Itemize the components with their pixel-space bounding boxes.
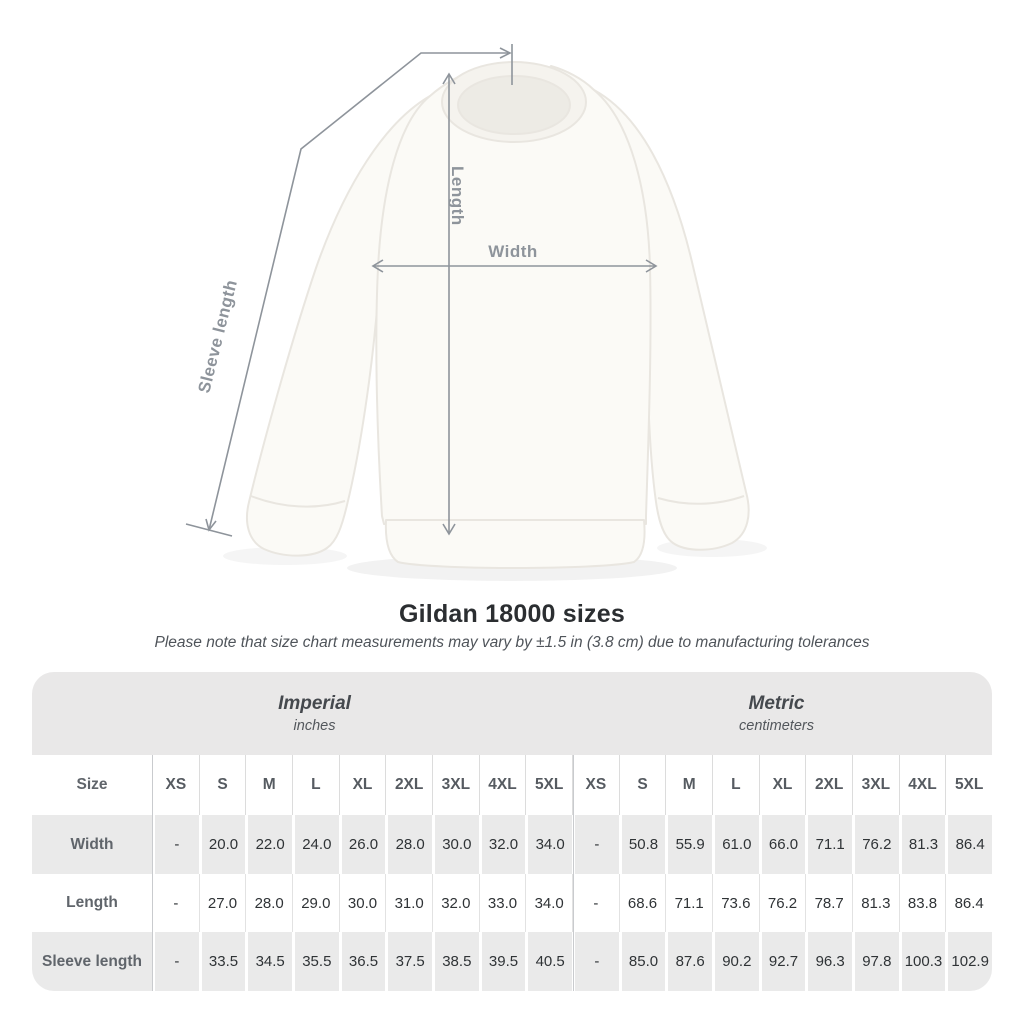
value-cell: 35.5 (292, 932, 339, 991)
row-label: Sleeve length (42, 952, 142, 970)
value-cell: 90.2 (712, 932, 759, 991)
imperial-unit-header (32, 672, 573, 755)
value-cell: 30.0 (432, 815, 479, 874)
value-cell: 97.8 (852, 932, 899, 991)
value-cell: 73.6 (712, 874, 759, 932)
size-header-imperial-l: L (292, 755, 339, 815)
size-header-imperial-2xl: 2XL (385, 755, 432, 815)
value-cell: 71.1 (665, 874, 712, 932)
imperial-label: Imperial (278, 693, 351, 714)
hem-band (386, 520, 645, 568)
sleeve-length-label: Sleeve length (194, 277, 241, 395)
value-cell: 28.0 (385, 815, 432, 874)
value-cell: 29.0 (292, 874, 339, 932)
size-column-divider (152, 755, 153, 991)
value-cell: 71.1 (805, 815, 852, 874)
value-cell: 66.0 (759, 815, 806, 874)
row-label: Length (66, 894, 118, 911)
size-header-metric-4xl: 4XL (899, 755, 946, 815)
size-header-metric-2xl: 2XL (805, 755, 852, 815)
size-header-imperial-4xl: 4XL (479, 755, 526, 815)
value-cell: 68.6 (619, 874, 666, 932)
size-header-imperial-s: S (199, 755, 246, 815)
value-cell: 39.5 (479, 932, 526, 991)
size-header-metric-l: L (712, 755, 759, 815)
value-cell: 34.0 (525, 815, 572, 874)
value-cell: 76.2 (852, 815, 899, 874)
imperial-metric-divider (573, 755, 574, 991)
value-cell: 81.3 (899, 815, 946, 874)
value-cell: - (572, 815, 619, 874)
page-title: Gildan 18000 sizes (399, 600, 625, 628)
size-grid (32, 755, 992, 991)
size-header-imperial-xs: XS (152, 755, 199, 815)
table-row-sleeve-length (32, 932, 992, 991)
value-cell: 85.0 (619, 932, 666, 991)
value-cell: - (572, 932, 619, 991)
value-cell: 31.0 (385, 874, 432, 932)
value-cell: 37.5 (385, 932, 432, 991)
size-header-metric-xs: XS (572, 755, 619, 815)
size-header-metric-5xl: 5XL (945, 755, 992, 815)
value-cell: 40.5 (525, 932, 572, 991)
value-cell: 87.6 (665, 932, 712, 991)
value-cell: - (572, 874, 619, 932)
value-cell: 55.9 (665, 815, 712, 874)
tolerance-note: Please note that size chart measurements may vary by ±1.5 in (3.8 cm) due to manufacturing tolerances (154, 634, 870, 651)
size-header-imperial-3xl: 3XL (432, 755, 479, 815)
value-cell: 33.0 (479, 874, 526, 932)
value-cell: 22.0 (245, 815, 292, 874)
collar-inside (458, 76, 570, 134)
value-cell: - (152, 815, 199, 874)
value-cell: - (152, 932, 199, 991)
imperial-unit-label: inches (293, 718, 336, 734)
value-cell: 36.5 (339, 932, 386, 991)
value-cell: 81.3 (852, 874, 899, 932)
value-cell: 83.8 (899, 874, 946, 932)
unit-header-band (32, 672, 992, 755)
table-row-length (32, 874, 992, 932)
size-column-header: Size (76, 776, 108, 793)
value-cell: 34.0 (525, 874, 572, 932)
value-cell: 26.0 (339, 815, 386, 874)
value-cell: 38.5 (432, 932, 479, 991)
row-label: Width (70, 835, 114, 853)
value-cell: 33.5 (199, 932, 246, 991)
value-cell: 32.0 (432, 874, 479, 932)
sweatshirt-illustration (247, 62, 749, 568)
size-header-imperial-xl: XL (339, 755, 386, 815)
value-cell: 86.4 (945, 815, 992, 874)
size-header-row (32, 755, 992, 815)
size-header-metric-3xl: 3XL (852, 755, 899, 815)
value-cell: 50.8 (619, 815, 666, 874)
value-cell: 78.7 (805, 874, 852, 932)
size-header-imperial-m: M (245, 755, 292, 815)
value-cell: - (152, 874, 199, 932)
size-header-metric-s: S (619, 755, 666, 815)
width-label: Width (488, 242, 538, 261)
value-cell: 86.4 (945, 874, 992, 932)
table-row-width (32, 815, 992, 874)
value-cell: 92.7 (759, 932, 806, 991)
value-cell: 28.0 (245, 874, 292, 932)
value-cell: 32.0 (479, 815, 526, 874)
size-table (32, 672, 992, 991)
size-header-metric-m: M (665, 755, 712, 815)
value-cell: 76.2 (759, 874, 806, 932)
value-cell: 61.0 (712, 815, 759, 874)
size-header-metric-xl: XL (759, 755, 806, 815)
value-cell: 24.0 (292, 815, 339, 874)
size-header-imperial-5xl: 5XL (525, 755, 572, 815)
value-cell: 96.3 (805, 932, 852, 991)
value-cell: 34.5 (245, 932, 292, 991)
value-cell: 20.0 (199, 815, 246, 874)
value-cell: 100.3 (899, 932, 946, 991)
value-cell: 102.9 (945, 932, 992, 991)
value-cell: 27.0 (199, 874, 246, 932)
metric-label: Metric (748, 693, 805, 714)
length-label: Length (448, 166, 467, 226)
value-cell: 30.0 (339, 874, 386, 932)
metric-unit-header (573, 672, 992, 755)
metric-unit-label: centimeters (739, 718, 814, 734)
